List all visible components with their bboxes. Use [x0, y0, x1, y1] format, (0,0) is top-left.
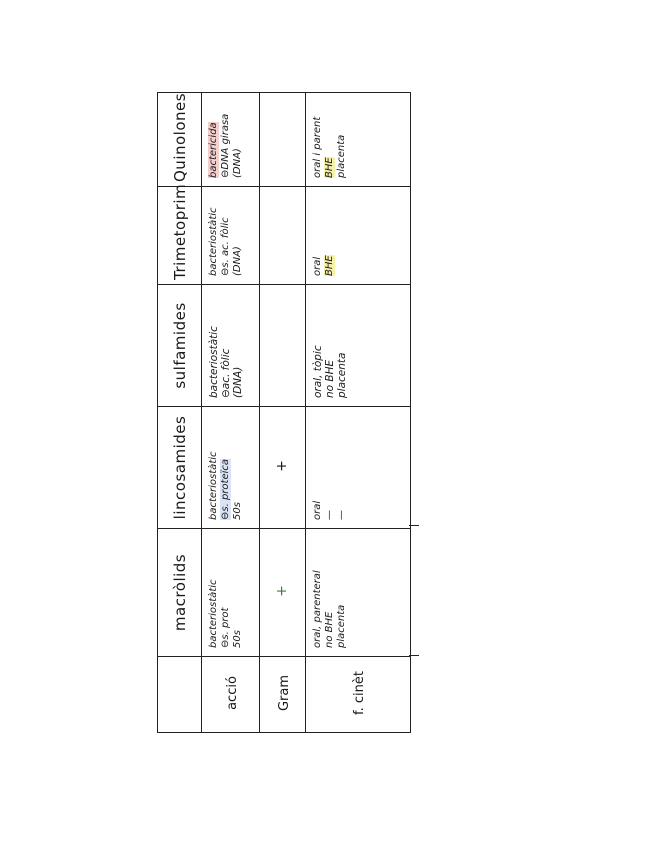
cell-line: placenta — [336, 352, 348, 398]
grid-overhang-line — [409, 525, 419, 526]
cell-accio-lincosamides — [202, 407, 260, 529]
cell-fcinet-quinolones — [306, 93, 411, 187]
cell-line: oral i parent — [312, 116, 323, 178]
cell-gram-trimetoprim — [260, 187, 306, 285]
cell-line: bacteriostàtic — [208, 451, 219, 520]
cell-fcinet-lincosamides — [306, 407, 411, 529]
cell-line: (DNA) — [232, 148, 243, 178]
header-quinolones: Quinolones — [158, 93, 202, 187]
cell-accio-macrolids — [202, 529, 260, 657]
cell-line: no BHE — [324, 359, 336, 398]
grid-overhang-line — [409, 655, 419, 656]
cell-line: (DNA) — [232, 246, 243, 276]
header-macrolids: macròlids — [158, 529, 202, 657]
cell-line: placenta — [336, 604, 347, 648]
cell-gram-lincosamides — [260, 407, 306, 529]
cell-line-highlighted: BHE — [324, 157, 335, 178]
cell-line: — — [324, 510, 335, 520]
row-fcinet — [306, 93, 411, 733]
cell-line: oral — [312, 256, 323, 276]
header-row — [158, 93, 202, 733]
cell-line: bacteriostàtic — [208, 326, 220, 398]
header-trimetoprim: Trimetoprim — [158, 187, 202, 285]
cell-gram-quinolones — [260, 93, 306, 187]
cell-accio-quinolones — [202, 93, 260, 187]
cell-line: bacteriostàtic — [208, 579, 219, 648]
header-sulfamides: sulfamides — [158, 285, 202, 407]
cell-line-highlighted: bactericida — [208, 122, 219, 178]
cell-line: oral, parenteral — [312, 570, 323, 648]
cell-gram-macrolids — [260, 529, 306, 657]
cell-line: 50s — [232, 630, 243, 648]
row-label-accio: acció — [202, 657, 260, 733]
antibiotics-comparison-table — [157, 92, 411, 733]
cell-line: (DNA) — [232, 366, 244, 398]
cell-accio-sulfamides — [202, 285, 260, 407]
cell-line-highlighted: BHE — [324, 255, 335, 276]
cell-line: ⊖ac. fòlic — [220, 348, 232, 398]
row-gram — [260, 93, 306, 733]
header-lincosamides: lincosamides — [158, 407, 202, 529]
cell-line: no BHE — [324, 611, 335, 648]
row-label-fcinet: f. cinèt — [306, 657, 411, 733]
cell-line: — — [336, 510, 347, 520]
notes-table-rotated — [157, 93, 410, 733]
cell-fcinet-trimetoprim — [306, 187, 411, 285]
cell-line: ⊖s. ac. fòlic — [220, 217, 231, 276]
plus-mark: + — [274, 460, 290, 472]
cell-line: ⊖DNA girasa — [220, 113, 231, 178]
cell-line: bacteriostàtic — [208, 207, 219, 276]
plus-mark: + — [274, 585, 290, 597]
cell-line-highlighted: ⊖s. proteïca — [220, 458, 231, 520]
cell-line: oral, tòpic — [312, 345, 324, 398]
cell-fcinet-macrolids — [306, 529, 411, 657]
header-corner — [158, 657, 202, 733]
row-accio — [202, 93, 260, 733]
cell-line: ⊖s. prot — [220, 607, 231, 648]
cell-line: 50s — [232, 502, 243, 520]
cell-line: oral — [312, 500, 323, 520]
cell-line: placenta — [336, 134, 347, 178]
cell-fcinet-sulfamides — [306, 285, 411, 407]
row-label-gram: Gram — [260, 657, 306, 733]
cell-accio-trimetoprim — [202, 187, 260, 285]
cell-gram-sulfamides — [260, 285, 306, 407]
